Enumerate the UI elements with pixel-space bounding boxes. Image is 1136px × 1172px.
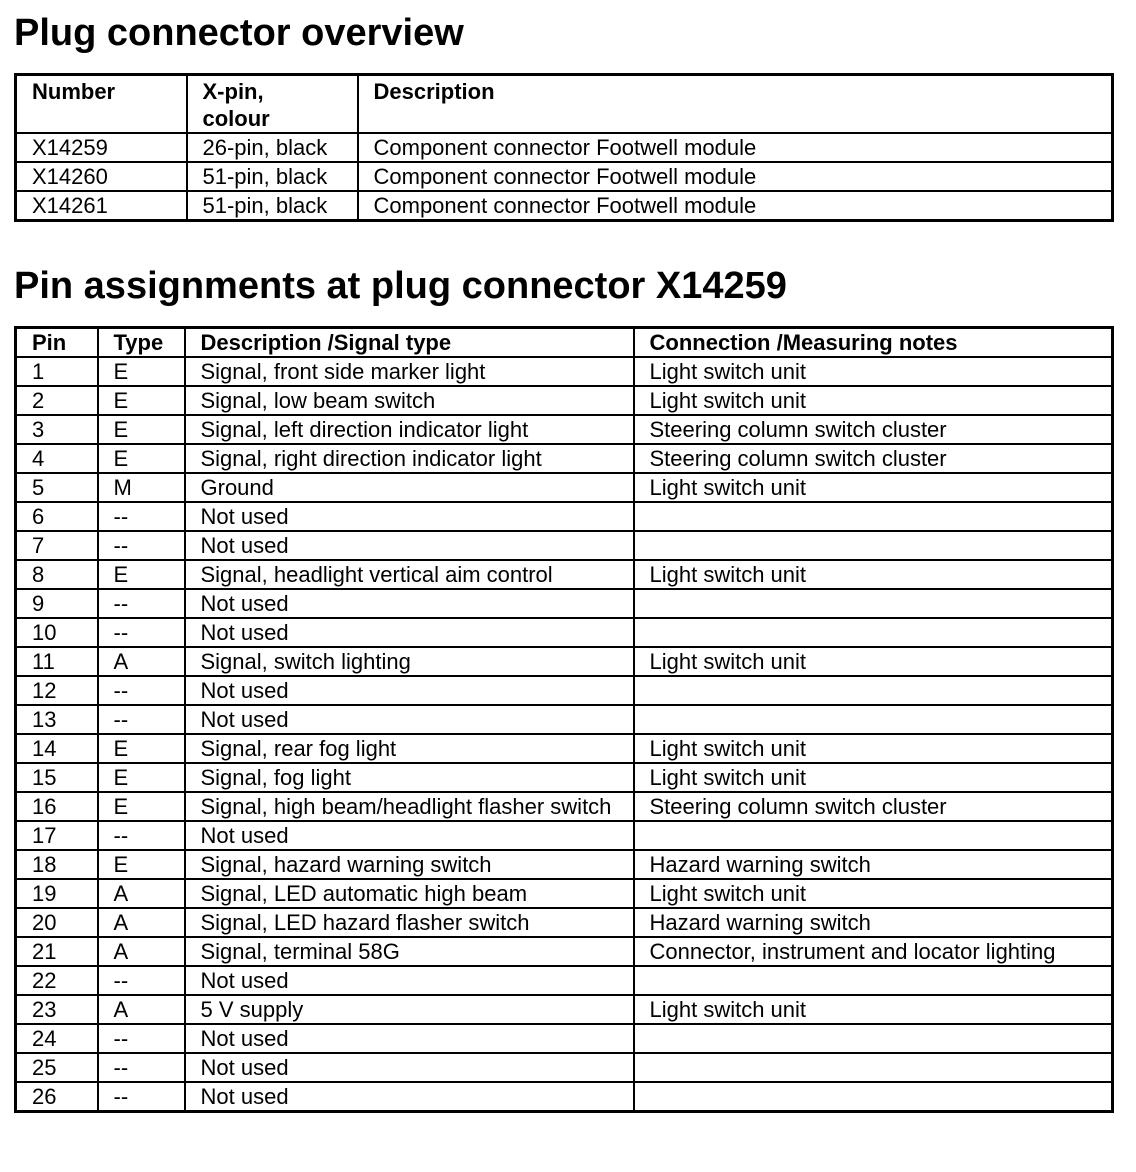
pin-type-cell: E	[98, 850, 185, 879]
header-type: Type	[98, 328, 185, 358]
xpin-colour-cell: 51-pin, black	[187, 162, 358, 191]
signal-description-cell: Not used	[185, 821, 634, 850]
pin-type-cell: --	[98, 676, 185, 705]
pin-type-cell: E	[98, 792, 185, 821]
pin-number-cell: 13	[16, 705, 98, 734]
pin-number-cell: 19	[16, 879, 98, 908]
connection-cell	[634, 966, 1113, 995]
table-row	[16, 162, 1113, 191]
pin-number-cell: 26	[16, 1082, 98, 1112]
connection-cell: Hazard warning switch	[634, 908, 1113, 937]
pin-number-cell: 8	[16, 560, 98, 589]
signal-description-cell: 5 V supply	[185, 995, 634, 1024]
pin-type-cell: E	[98, 386, 185, 415]
signal-description-cell: Signal, low beam switch	[185, 386, 634, 415]
pin-number-cell: 5	[16, 473, 98, 502]
pin-number-cell: 22	[16, 966, 98, 995]
pin-type-cell: --	[98, 618, 185, 647]
description-cell: Component connector Footwell module	[358, 191, 1113, 221]
signal-description-cell: Not used	[185, 589, 634, 618]
table-row	[16, 676, 1113, 705]
table-row	[16, 386, 1113, 415]
connection-cell: Light switch unit	[634, 995, 1113, 1024]
connection-cell	[634, 1053, 1113, 1082]
pin-number-cell: 24	[16, 1024, 98, 1053]
signal-description-cell: Signal, switch lighting	[185, 647, 634, 676]
signal-description-cell: Signal, terminal 58G	[185, 937, 634, 966]
header-description: Description	[358, 75, 1113, 134]
table-row	[16, 133, 1113, 162]
pin-number-cell: 10	[16, 618, 98, 647]
signal-description-cell: Not used	[185, 618, 634, 647]
table-row	[16, 647, 1113, 676]
signal-description-cell: Signal, left direction indicator light	[185, 415, 634, 444]
pin-assignments-title: Pin assignments at plug connector X14259	[14, 265, 787, 307]
table-row	[16, 1053, 1113, 1082]
signal-description-cell: Not used	[185, 705, 634, 734]
header-xpin-colour	[187, 75, 358, 134]
table-row	[16, 937, 1113, 966]
pin-type-cell: A	[98, 937, 185, 966]
header-signal-description: Description /Signal type	[185, 328, 634, 358]
pin-type-cell: E	[98, 415, 185, 444]
header-number: Number	[16, 75, 187, 134]
table-row	[16, 908, 1113, 937]
table-row	[16, 191, 1113, 221]
signal-description-cell: Not used	[185, 502, 634, 531]
connection-cell: Light switch unit	[634, 560, 1113, 589]
signal-description-cell: Not used	[185, 966, 634, 995]
signal-description-cell: Not used	[185, 1082, 634, 1112]
signal-description-cell: Signal, LED hazard flasher switch	[185, 908, 634, 937]
table-row	[16, 618, 1113, 647]
pin-type-cell: E	[98, 734, 185, 763]
pin-type-cell: --	[98, 821, 185, 850]
connection-cell: Steering column switch cluster	[634, 792, 1113, 821]
pin-type-cell: E	[98, 763, 185, 792]
connection-cell	[634, 676, 1113, 705]
connector-number-cell: X14259	[16, 133, 187, 162]
signal-description-cell: Not used	[185, 676, 634, 705]
pin-number-cell: 20	[16, 908, 98, 937]
pin-type-cell: --	[98, 1053, 185, 1082]
connection-cell: Hazard warning switch	[634, 850, 1113, 879]
pin-number-cell: 4	[16, 444, 98, 473]
description-cell: Component connector Footwell module	[358, 133, 1113, 162]
signal-description-cell: Signal, LED automatic high beam	[185, 879, 634, 908]
table-header-row	[16, 328, 1113, 358]
pin-number-cell: 21	[16, 937, 98, 966]
signal-description-cell: Ground	[185, 473, 634, 502]
header-connection: Connection /Measuring notes	[634, 328, 1113, 358]
pin-number-cell: 6	[16, 502, 98, 531]
table-row	[16, 763, 1113, 792]
connection-cell: Steering column switch cluster	[634, 444, 1113, 473]
pin-number-cell: 1	[16, 357, 98, 386]
pin-type-cell: --	[98, 1024, 185, 1053]
connector-number-cell: X14261	[16, 191, 187, 221]
pin-number-cell: 25	[16, 1053, 98, 1082]
pin-type-cell: --	[98, 531, 185, 560]
signal-description-cell: Signal, rear fog light	[185, 734, 634, 763]
pin-number-cell: 15	[16, 763, 98, 792]
table-row	[16, 792, 1113, 821]
signal-description-cell: Signal, high beam/headlight flasher switch	[185, 792, 634, 821]
connection-cell: Light switch unit	[634, 357, 1113, 386]
table-row	[16, 502, 1113, 531]
pin-type-cell: --	[98, 705, 185, 734]
connection-cell	[634, 1024, 1113, 1053]
pin-number-cell: 2	[16, 386, 98, 415]
pin-type-cell: --	[98, 589, 185, 618]
table-row	[16, 821, 1113, 850]
connection-cell: Light switch unit	[634, 386, 1113, 415]
overview-title: Plug connector overview	[14, 12, 464, 54]
pin-type-cell: A	[98, 908, 185, 937]
pin-type-cell: E	[98, 560, 185, 589]
pin-type-cell: A	[98, 995, 185, 1024]
signal-description-cell: Not used	[185, 1053, 634, 1082]
table-row	[16, 1024, 1113, 1053]
table-row	[16, 560, 1113, 589]
connector-overview-table	[14, 73, 1114, 222]
pin-number-cell: 23	[16, 995, 98, 1024]
pin-number-cell: 9	[16, 589, 98, 618]
pin-number-cell: 7	[16, 531, 98, 560]
pin-assignments-table	[14, 326, 1114, 1113]
overview-body	[16, 133, 1113, 221]
table-row	[16, 357, 1113, 386]
pin-type-cell: --	[98, 966, 185, 995]
table-row	[16, 589, 1113, 618]
signal-description-cell: Signal, right direction indicator light	[185, 444, 634, 473]
connection-cell	[634, 502, 1113, 531]
pin-type-cell: A	[98, 879, 185, 908]
description-cell: Component connector Footwell module	[358, 162, 1113, 191]
pin-type-cell: --	[98, 1082, 185, 1112]
table-row	[16, 473, 1113, 502]
signal-description-cell: Signal, headlight vertical aim control	[185, 560, 634, 589]
pin-type-cell: E	[98, 357, 185, 386]
table-row	[16, 879, 1113, 908]
connection-cell: Light switch unit	[634, 734, 1113, 763]
connection-cell: Steering column switch cluster	[634, 415, 1113, 444]
signal-description-cell: Not used	[185, 531, 634, 560]
table-row	[16, 850, 1113, 879]
pin-type-cell: --	[98, 502, 185, 531]
xpin-colour-cell: 51-pin, black	[187, 191, 358, 221]
header-xpin-line1: X-pin,	[202, 79, 264, 104]
table-row	[16, 444, 1113, 473]
pin-number-cell: 12	[16, 676, 98, 705]
signal-description-cell: Signal, hazard warning switch	[185, 850, 634, 879]
header-pin: Pin	[16, 328, 98, 358]
connection-cell	[634, 1082, 1113, 1112]
connection-cell: Connector, instrument and locator lighting	[634, 937, 1113, 966]
pins-body	[16, 357, 1113, 1112]
connection-cell: Light switch unit	[634, 473, 1113, 502]
table-row	[16, 1082, 1113, 1112]
table-header-row	[16, 75, 1113, 134]
table-row	[16, 531, 1113, 560]
signal-description-cell: Signal, fog light	[185, 763, 634, 792]
pin-number-cell: 17	[16, 821, 98, 850]
pin-number-cell: 11	[16, 647, 98, 676]
connection-cell: Light switch unit	[634, 763, 1113, 792]
pin-number-cell: 14	[16, 734, 98, 763]
pin-type-cell: E	[98, 444, 185, 473]
connection-cell: Light switch unit	[634, 879, 1113, 908]
connection-cell: Light switch unit	[634, 647, 1113, 676]
pin-number-cell: 18	[16, 850, 98, 879]
table-row	[16, 705, 1113, 734]
signal-description-cell: Signal, front side marker light	[185, 357, 634, 386]
table-row	[16, 415, 1113, 444]
connection-cell	[634, 531, 1113, 560]
pin-number-cell: 16	[16, 792, 98, 821]
connection-cell	[634, 705, 1113, 734]
connection-cell	[634, 589, 1113, 618]
header-xpin-line2: colour	[202, 106, 270, 131]
connector-number-cell: X14260	[16, 162, 187, 191]
connection-cell	[634, 618, 1113, 647]
table-row	[16, 734, 1113, 763]
signal-description-cell: Not used	[185, 1024, 634, 1053]
pin-type-cell: M	[98, 473, 185, 502]
table-row	[16, 966, 1113, 995]
pin-number-cell: 3	[16, 415, 98, 444]
xpin-colour-cell: 26-pin, black	[187, 133, 358, 162]
table-row	[16, 995, 1113, 1024]
pin-type-cell: A	[98, 647, 185, 676]
connection-cell	[634, 821, 1113, 850]
